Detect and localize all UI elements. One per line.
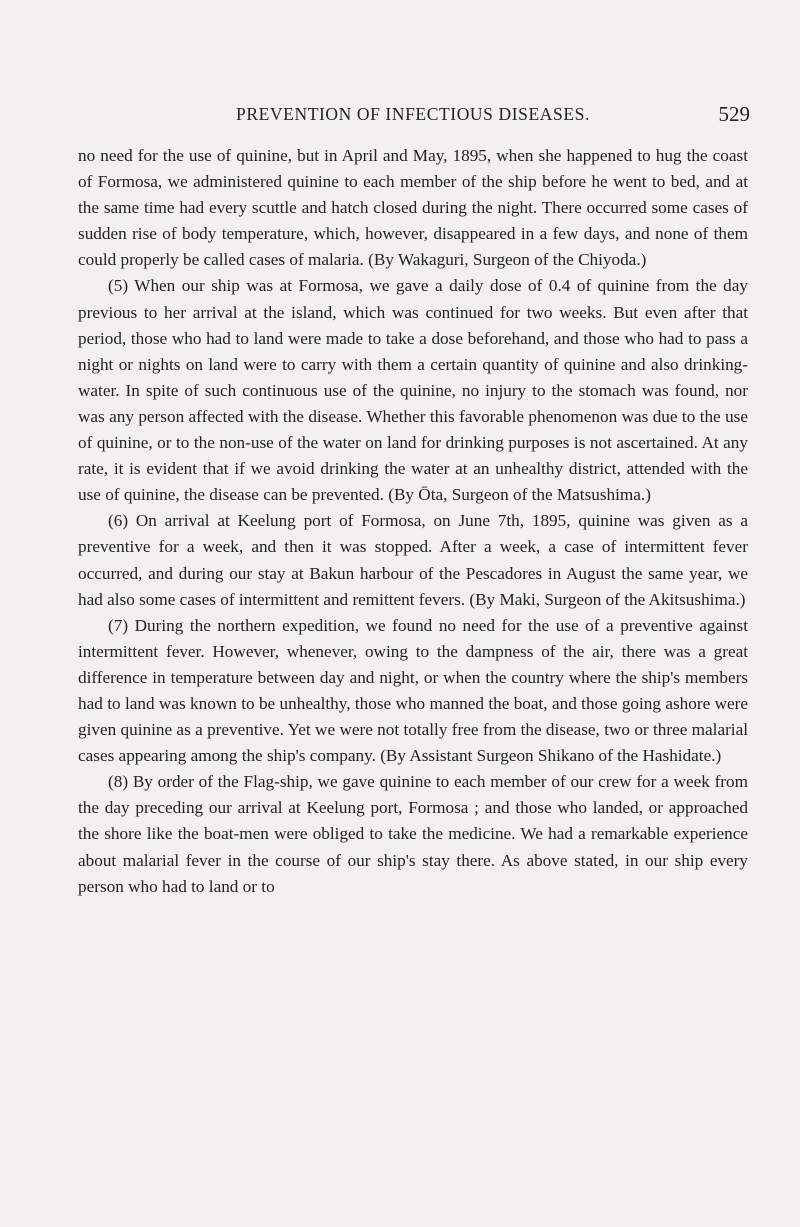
page-number: 529 [718, 102, 750, 126]
body-text [78, 143, 748, 900]
paragraph-continuation: no need for the use of quinine, but in April and May, 1895, when she happened to hug the coast of Formosa, we administered quinine to each member of the ship before he went to bed, and at the same time had every scuttle and hatch closed during the night. There occurred some cases of sudden rise of body temperature, which, however, disappeared in a few days, and none of them could properly be called cases of malaria. (By Wakaguri, Surgeon of the Chiyoda.) [78, 146, 748, 270]
paragraph-6: (6) On arrival at Keelung port of Formosa, on June 7th, 1895, quinine was given as a preventive for a week, and then it was stopped. After a week, a case of intermittent fever occurred, and during our stay at Bakun harbour of the Pescadores in August the same year, we had also some cases of intermittent and remittent fevers. (By Maki, Surgeon of the Akitsushima.) [78, 511, 748, 609]
paragraph-8: (8) By order of the Flag-ship, we gave quinine to each member of our crew for a week from the day preceding our arrival at Keelung port, Formosa ; and those who landed, or approached the shore like the boat-men were obliged to take the medicine. We had a remarkable experience about malarial fever in the course of our ship's stay there. As above stated, in our ship every person who had to land or to [78, 772, 748, 896]
running-title: PREVENTION OF INFECTIOUS DISEASES. [236, 104, 590, 124]
paragraph-7: (7) During the northern expedition, we found no need for the use of a preventive against intermittent fever. However, whenever, owing to the dampness of the air, there was a great difference in temperature between day and night, or when the country where the ship's members had to land was known to be unhealthy, those who manned the boat, and those going ashore were given quinine as a preventive. Yet we were not totally free from the disease, two or three malarial cases appearing among the ship's company. (By Assistant Surgeon Shikano of the Hashidate.) [78, 615, 748, 766]
paragraph-5: (5) When our ship was at Formosa, we gave a daily dose of 0.4 of quinine from the day previous to her arrival at the island, which was continued for two weeks. But even after that period, those who had to land were made to take a dose beforehand, and those who had to pass a night or nights on land were to carry with them a certain quantity of quinine and also drinking-water. In spite of such continuous use of the quinine, no injury to the stomach was found, nor was any person affected with the disease. Whether this favorable phenomenon was due to the use of quinine, or to the non-use of the water on land for drinking purposes is not ascertained. At any rate, it is evident that if we avoid drinking the water at an unhealthy district, attended with the use of quinine, the disease can be prevented. (By Ōta, Surgeon of the Matsushima.) [78, 276, 748, 505]
running-head [78, 100, 748, 130]
